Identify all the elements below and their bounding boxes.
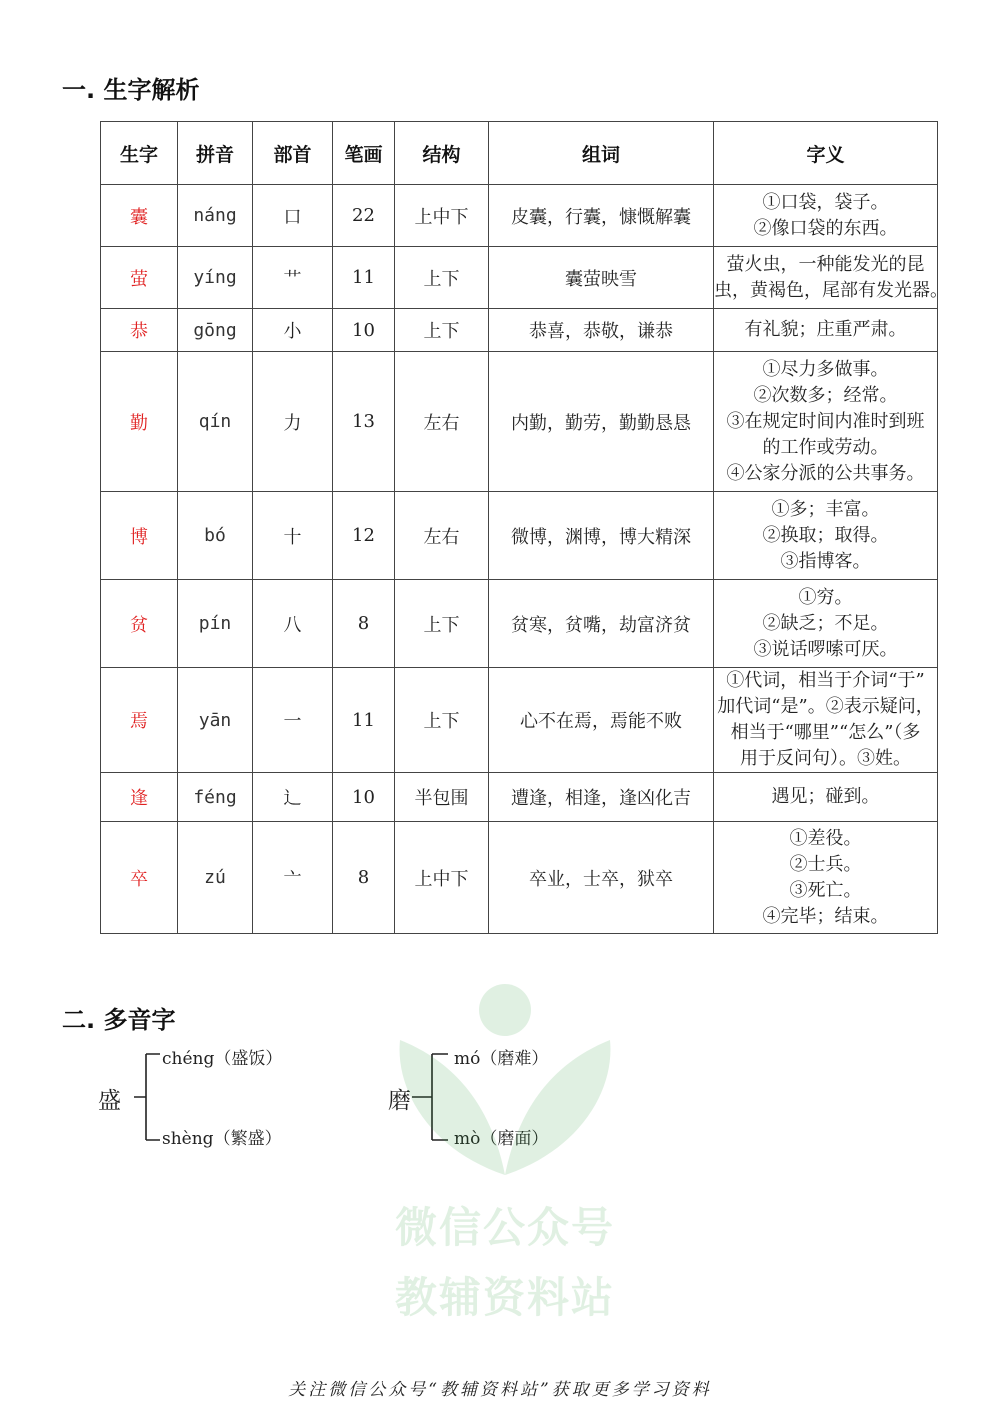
meaning-line: ③死亡。 [789,879,862,901]
cell-strokes: 13 [333,352,395,492]
table-row [101,580,938,668]
meaning-line: 萤火虫，一种能发光的昆 [726,253,925,275]
meaning-line: 的工作或劳动。 [762,436,889,458]
brace-icon [126,1040,166,1150]
meaning-line: ①差役。 [789,827,862,849]
cell-meaning [714,309,938,352]
cell-structure: 左右 [395,352,489,492]
cell-pinyin: féng [178,773,253,822]
table-row [101,773,938,822]
meaning-line: ②像口袋的东西。 [753,217,898,239]
cell-pinyin: yíng [178,247,253,309]
cell-strokes: 8 [333,580,395,668]
cell-char: 恭 [101,309,178,352]
cell-strokes: 22 [333,185,395,247]
meaning-line: 用于反问句）。③姓。 [740,748,911,769]
header-meaning: 字义 [714,122,938,185]
header-words: 组词 [489,122,714,185]
cell-char: 博 [101,492,178,580]
cell-pinyin: pín [178,580,253,668]
meaning-line: 有礼貌；庄重严肃。 [744,319,907,340]
cell-meaning [714,580,938,668]
cell-meaning [714,247,948,309]
cell-radical: 八 [253,580,333,668]
cell-structure: 上下 [395,668,489,773]
meaning-line: ①穷。 [798,586,853,608]
polyphone-group [388,1040,608,1150]
header-char: 生字 [101,122,178,185]
table-row [101,247,938,309]
cell-strokes: 11 [333,668,395,773]
cell-meaning [714,822,938,934]
meaning-line: ②士兵。 [789,853,862,875]
cell-words: 恭喜，恭敬，谦恭 [489,309,714,352]
meaning-line: ①尽力多做事。 [762,358,889,380]
meaning-line: 虫，黄褐色，尾部有发光器。 [714,279,948,301]
table-row [101,352,938,492]
character-table [100,121,948,934]
table-row [101,668,938,773]
meaning-line: ①代词，相当于介词“于” [726,670,925,691]
meaning-line: ④公家分派的公共事务。 [726,462,925,484]
meaning-line: ④完毕；结束。 [762,905,889,927]
polyphone-reading: mó（磨难） [454,1049,549,1069]
cell-char: 贫 [101,580,178,668]
cell-structure: 上中下 [395,822,489,934]
cell-radical: 亠 [253,822,333,934]
meaning-line: 遇见；碰到。 [771,786,880,807]
meaning-line: ③说话啰嗦可厌。 [753,638,898,660]
cell-structure: 上下 [395,580,489,668]
section-title-polyphones: 二. 多音字 [62,1006,176,1034]
cell-strokes: 11 [333,247,395,309]
cell-words: 囊萤映雪 [489,247,714,309]
polyphone-reading: chéng（盛饭） [162,1049,283,1069]
header-radical: 部首 [253,122,333,185]
watermark-line2: 教辅资料站 [394,1273,615,1322]
cell-strokes: 8 [333,822,395,934]
meaning-line: ②次数多；经常。 [753,384,898,406]
cell-pinyin: zú [178,822,253,934]
polyphone-reading: shèng（繁盛） [162,1129,282,1149]
cell-structure: 左右 [395,492,489,580]
meaning-line: ②换取；取得。 [762,524,889,546]
polyphone-group [98,1040,318,1150]
cell-pinyin: qín [178,352,253,492]
meaning-line: ①多；丰富。 [771,498,880,520]
cell-strokes: 10 [333,309,395,352]
header-strokes: 笔画 [333,122,395,185]
cell-radical: 口 [253,185,333,247]
cell-pinyin: bó [178,492,253,580]
cell-meaning [714,352,938,492]
cell-char: 焉 [101,668,178,773]
table-row [101,822,938,934]
cell-char: 萤 [101,247,178,309]
cell-structure: 上中下 [395,185,489,247]
cell-pinyin: náng [178,185,253,247]
cell-radical: 十 [253,492,333,580]
cell-structure: 半包围 [395,773,489,822]
table-row [101,309,938,352]
cell-pinyin: gōng [178,309,253,352]
cell-words: 微博，渊博，博大精深 [489,492,714,580]
cell-words: 心不在焉，焉能不败 [489,668,714,773]
meaning-line: ③指博客。 [780,550,871,572]
footer-note: 关注微信公众号“教辅资料站”获取更多学习资料 [288,1380,712,1400]
meaning-line: 相当于“哪里”“怎么”（多 [730,722,921,743]
section-title-characters: 一. 生字解析 [62,76,200,104]
cell-strokes: 10 [333,773,395,822]
cell-radical: 辶 [253,773,333,822]
cell-words: 贫寒，贫嘴，劫富济贫 [489,580,714,668]
header-pinyin: 拼音 [178,122,253,185]
meaning-line: ②缺乏；不足。 [762,612,889,634]
cell-radical: 小 [253,309,333,352]
cell-words: 内勤，勤劳，勤勤恳恳 [489,352,714,492]
cell-meaning [714,492,938,580]
watermark-line1: 微信公众号 [394,1203,615,1252]
cell-words: 皮囊，行囊，慷慨解囊 [489,185,714,247]
cell-char: 勤 [101,352,178,492]
meaning-line: 加代词“是”。②表示疑问， [717,696,934,717]
cell-meaning [714,185,938,247]
meaning-line: ③在规定时间内准时到班 [726,410,925,432]
cell-structure: 上下 [395,247,489,309]
cell-meaning [714,668,938,773]
table-row [101,492,938,580]
polyphone-char: 盛 [98,1088,121,1114]
cell-pinyin: yān [178,668,253,773]
cell-char: 逢 [101,773,178,822]
header-structure: 结构 [395,122,489,185]
polyphone-reading: mò（磨面） [454,1129,549,1149]
cell-radical: 艹 [253,247,333,309]
table-row [101,185,938,247]
cell-radical: 力 [253,352,333,492]
cell-structure: 上下 [395,309,489,352]
meaning-line: ①口袋，袋子。 [762,191,889,213]
cell-meaning [714,773,938,822]
cell-words: 卒业，士卒，狱卒 [489,822,714,934]
cell-strokes: 12 [333,492,395,580]
cell-char: 卒 [101,822,178,934]
cell-char: 囊 [101,185,178,247]
cell-radical: 一 [253,668,333,773]
watermark [370,980,640,1320]
table-header-row [101,122,938,185]
polyphone-char: 磨 [388,1088,411,1114]
cell-words: 遭逢，相逢，逢凶化吉 [489,773,714,822]
